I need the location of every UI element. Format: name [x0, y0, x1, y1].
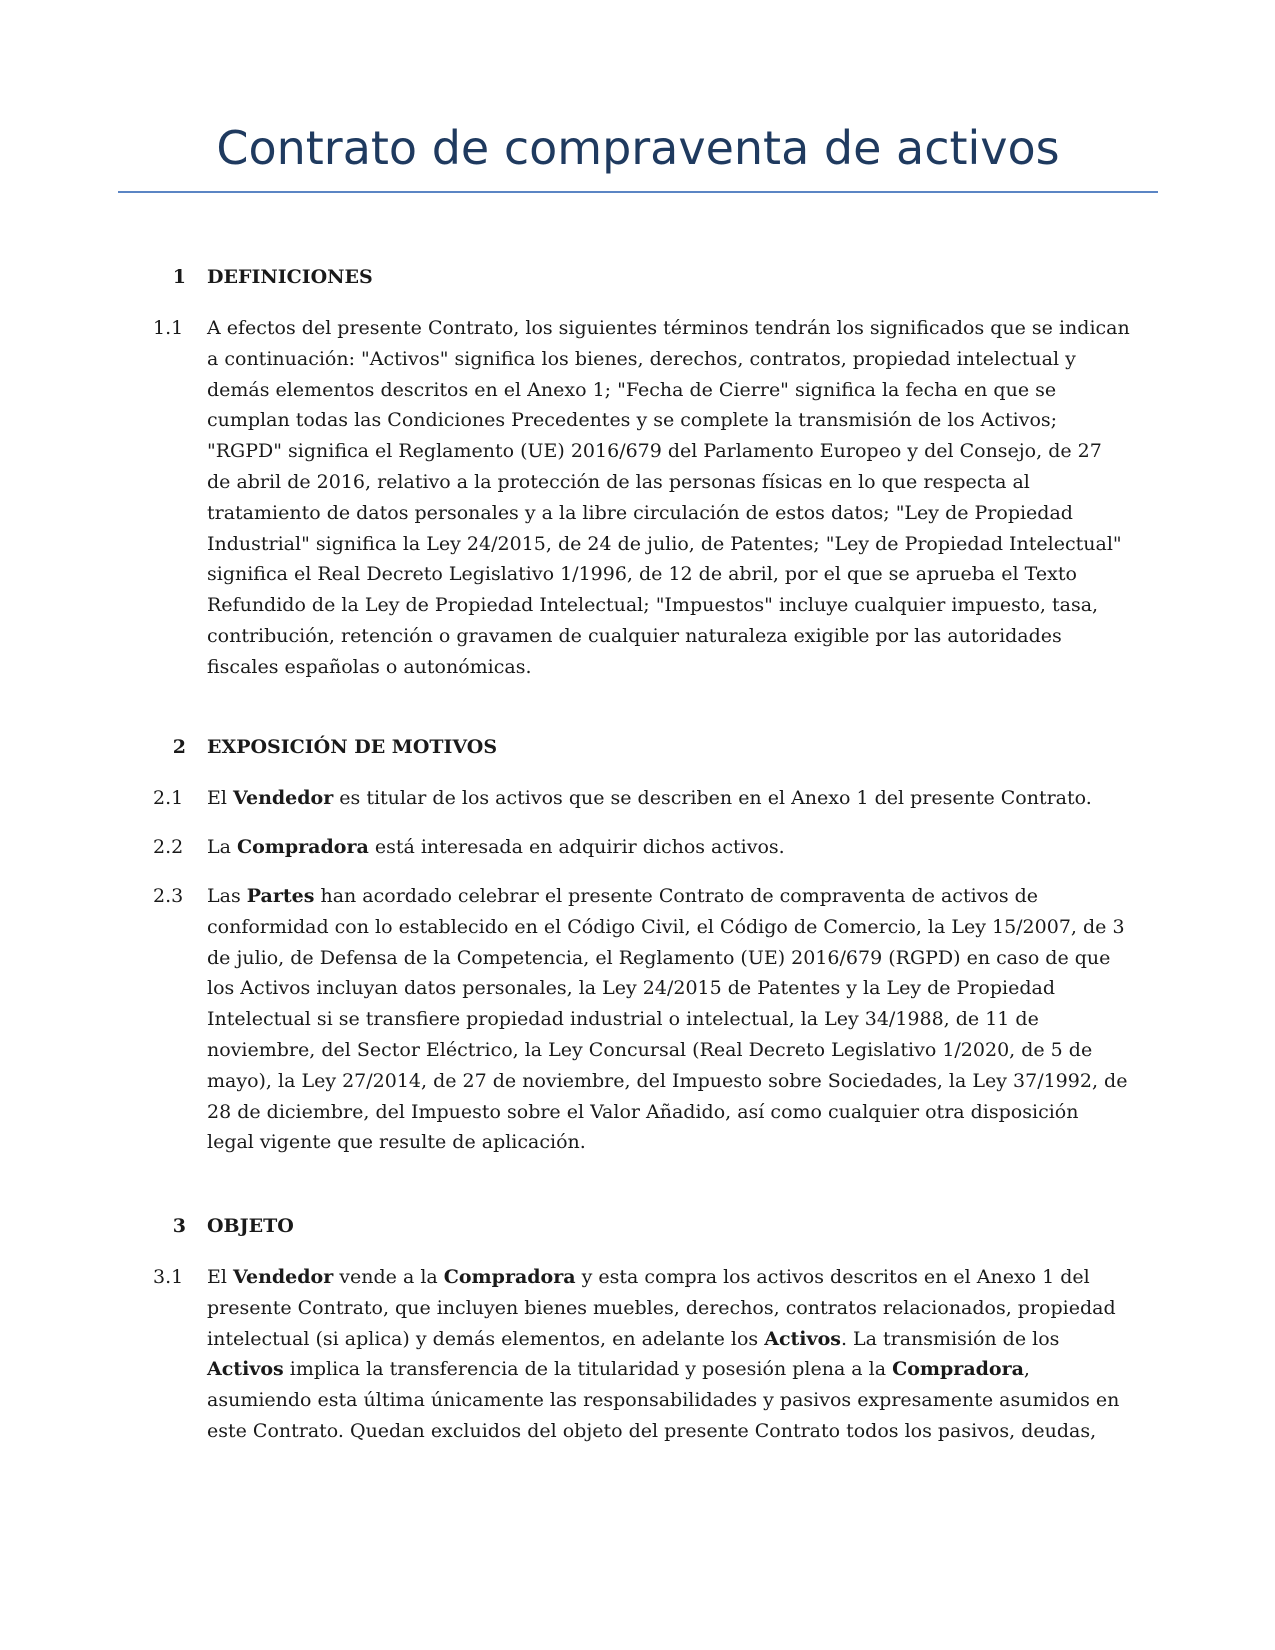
clause-2-1: [150, 783, 1130, 814]
clause-number: 2.1: [153, 787, 184, 809]
section-title: DEFINICIONES: [207, 266, 373, 288]
document-title: Contrato de compraventa de activos: [216, 121, 1060, 175]
party-term-vendedor: Vendedor: [233, 787, 334, 809]
section-number: 2: [172, 736, 186, 758]
clause-number: 2.3: [153, 885, 184, 907]
clause-text: A efectos del presente Contrato, los siguientes términos tendrán los significados que se indican a continuación: "Activos" significa los bienes, derechos, contratos, propiedad intelectual y demás elementos descritos en el Anexo 1; "Fecha de Cierre" significa la fecha en que se cumplan todas las Condiciones Precedentes y se complete la transmisión de los Activos; "RGPD" significa el Reglamento (UE) 2016/679 del Parlamento Europeo y del Consejo, de 27 de abril de 2016, relativo a la protección de las personas físicas en lo que respecta al tratamiento de datos personales y a la libre circulación de estos datos; "Ley de Propiedad Industrial" significa la Ley 24/2015, de 24 de julio, de Patentes; "Ley de Propiedad Intelectual" significa el Real Decreto Legislativo 1/1996, de 12 de abril, por el que se aprueba el Texto Refundido de la Ley de Propiedad Intelectual; "Impuestos" incluye cualquier impuesto, tasa, contribución, retención o gravamen de cualquier naturaleza exigible por las autoridades fiscales españolas o autonómicas.: [207, 317, 1130, 678]
section-heading-3: [150, 1212, 294, 1240]
clause-1-1: [150, 313, 1130, 683]
clause-2-2: [150, 832, 1130, 863]
party-term-compradora: Compradora: [443, 1266, 576, 1288]
party-term-compradora: Compradora: [236, 836, 369, 858]
clause-text: La Compradora está interesada en adquirir dichos activos.: [207, 836, 785, 858]
section-heading-2: [150, 733, 498, 761]
clause-text: El Vendedor vende a la Compradora y esta compra los activos descritos en el Anexo 1 del presente Contrato, que incluyen bienes muebles, derechos, contratos relacionados, propiedad intelectual (si aplica) y demás elementos, en adelante los Activos. La transmisión de los Activos implica la transferencia de la titularidad y posesión plena a la Compradora, asumiendo esta última únicamente las responsabilidades y pasivos expresamente asumidos en este Contrato. Quedan excluidos del objeto del presente Contrato todos los pasivos, deudas,: [207, 1266, 1120, 1442]
title-underline: [118, 191, 1158, 193]
section-number: 3: [172, 1215, 186, 1237]
party-term-compradora: Compradora: [892, 1358, 1024, 1381]
clause-number: 3.1: [153, 1266, 184, 1288]
party-term-partes: Partes: [246, 885, 315, 907]
clause-2-3: [150, 881, 1130, 1158]
clause-text: El Vendedor es titular de los activos que se describen en el Anexo 1 del presente Contrato.: [207, 787, 1092, 809]
section-number: 1: [172, 266, 186, 288]
defined-term-activos: Activos: [207, 1358, 284, 1381]
clause-number: 1.1: [153, 317, 184, 339]
clause-3-1: [150, 1262, 1130, 1447]
section-heading-1: [150, 263, 373, 291]
clause-number: 2.2: [153, 836, 184, 858]
section-title: EXPOSICIÓN DE MOTIVOS: [207, 736, 498, 758]
section-title: OBJETO: [207, 1215, 294, 1237]
clause-text: Las Partes han acordado celebrar el presente Contrato de compraventa de activos de conformidad con lo establecido en el Código Civil, el Código de Comercio, la Ley 15/2007, de 3 de julio, de Defensa de la Competencia, el Reglamento (UE) 2016/679 (RGPD) en caso de que los Activos incluyan datos personales, la Ley 24/2015 de Patentes y la Ley de Propiedad Intelectual si se transfiere propiedad industrial o intelectual, la Ley 34/1988, de 11 de noviembre, del Sector Eléctrico, la Ley Concursal (Real Decreto Legislativo 1/2020, de 5 de mayo), la Ley 27/2014, de 27 de noviembre, del Impuesto sobre Sociedades, la Ley 37/1992, de 28 de diciembre, del Impuesto sobre el Valor Añadido, así como cualquier otra disposición legal vigente que resulte de aplicación.: [207, 885, 1128, 1154]
defined-term-activos: Activos: [764, 1327, 841, 1350]
party-term-vendedor: Vendedor: [233, 1266, 334, 1288]
